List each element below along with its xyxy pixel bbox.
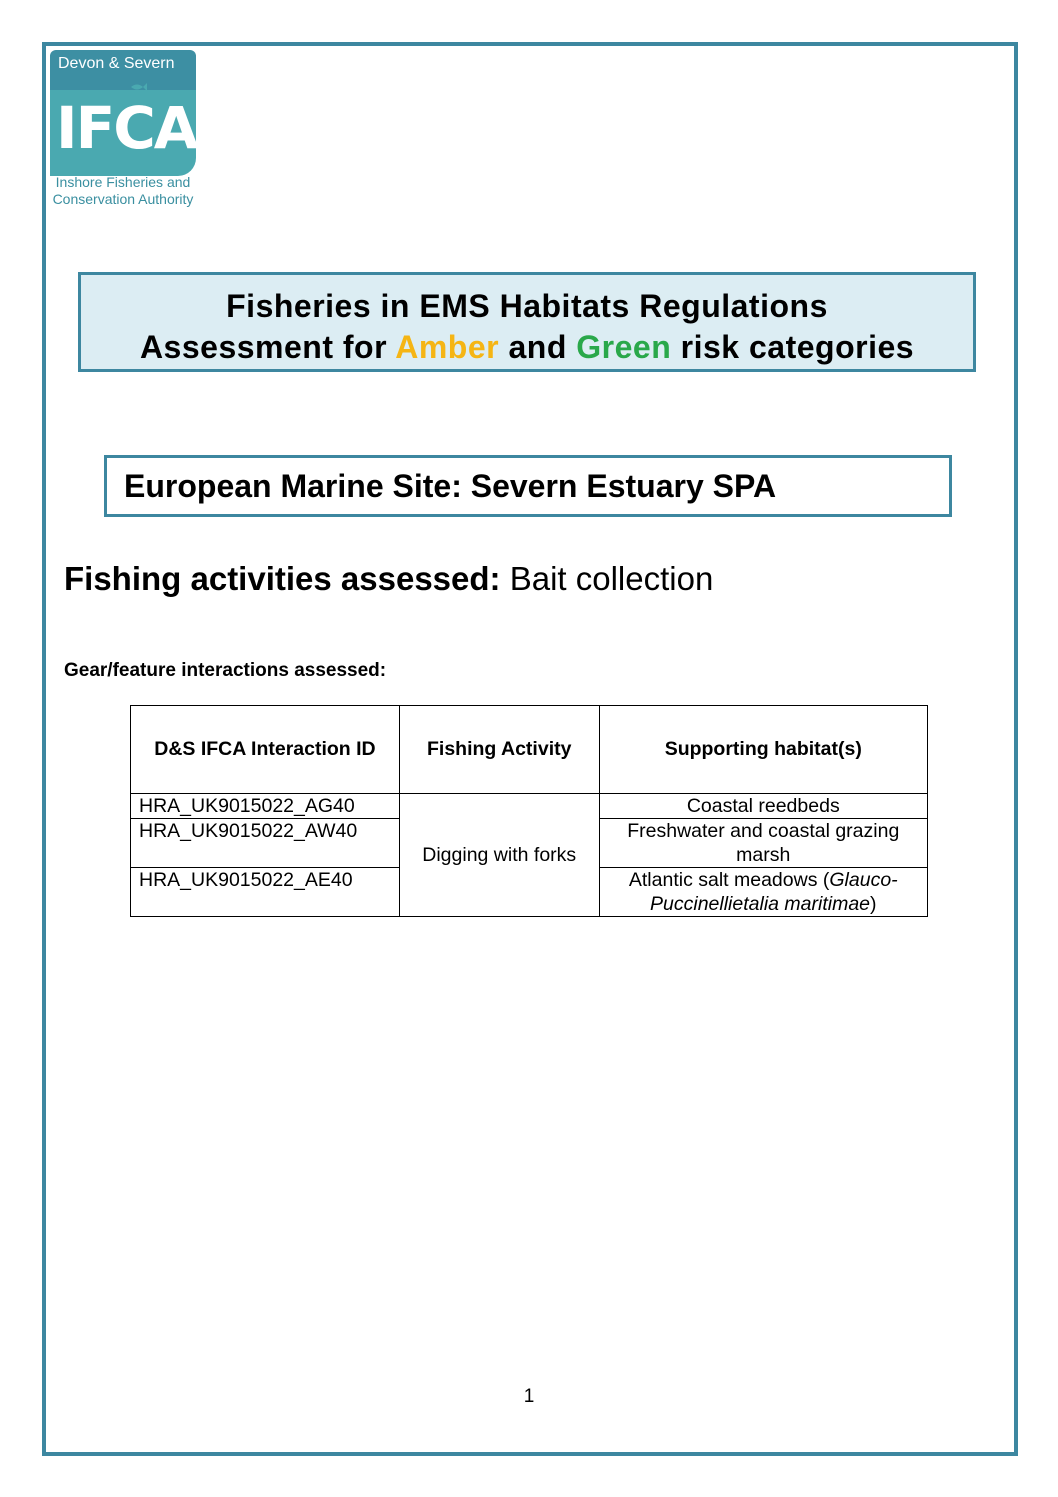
fishing-activity-cell: Digging with forks — [399, 794, 599, 917]
habitat-italic-2: Puccinellietalia maritimae — [650, 893, 871, 915]
title-line2-prefix: Assessment for — [139, 329, 396, 365]
site-box: European Marine Site: Severn Estuary SPA — [104, 455, 952, 517]
logo-full-name-line1: Inshore Fisheries and — [55, 174, 191, 190]
table-header-row — [131, 706, 928, 794]
page-number: 1 — [523, 1386, 535, 1407]
habitat-cell: Coastal reedbeds — [599, 794, 927, 819]
table-row — [131, 794, 928, 819]
title-line2-suffix: risk categories — [671, 329, 915, 365]
header-supporting-habitat: Supporting habitat(s) — [599, 706, 927, 794]
interaction-id-cell: HRA_UK9015022_AW40 — [131, 819, 400, 868]
habitat-line2: marsh — [736, 844, 791, 866]
logo-top-band — [50, 50, 196, 90]
habitat-prefix: Atlantic salt meadows ( — [628, 869, 830, 891]
interaction-id-cell: HRA_UK9015022_AG40 — [131, 794, 400, 819]
logo-acronym: IFCA — [56, 94, 197, 162]
habitat-cell — [599, 868, 927, 917]
activities-label: Fishing activities assessed: — [64, 560, 501, 597]
title-green: Green — [576, 329, 672, 365]
habitat-line1: Freshwater and coastal grazing — [627, 820, 900, 842]
habitat-cell — [599, 819, 927, 868]
gear-interactions-label: Gear/feature interactions assessed: — [64, 660, 387, 681]
title-line2-middle: and — [499, 329, 577, 365]
document-title-box — [78, 272, 976, 372]
habitat-italic-1: Glauco- — [829, 869, 898, 891]
logo-full-name-line2: Conservation Authority — [52, 191, 194, 207]
fishing-activities — [64, 559, 713, 599]
title-line2 — [81, 327, 973, 368]
logo-full-name — [50, 174, 196, 208]
logo-region-text: Devon & Severn — [58, 55, 175, 72]
activities-value: Bait collection — [500, 560, 714, 597]
habitat-suffix: ) — [870, 893, 877, 915]
title-line1: Fisheries in EMS Habitats Regulations — [226, 288, 828, 324]
interaction-id-cell: HRA_UK9015022_AE40 — [131, 868, 400, 917]
header-interaction-id: D&S IFCA Interaction ID — [131, 706, 400, 794]
ifca-logo — [50, 50, 200, 210]
header-fishing-activity: Fishing Activity — [399, 706, 599, 794]
title-amber: Amber — [395, 329, 500, 365]
interactions-table — [130, 705, 928, 917]
